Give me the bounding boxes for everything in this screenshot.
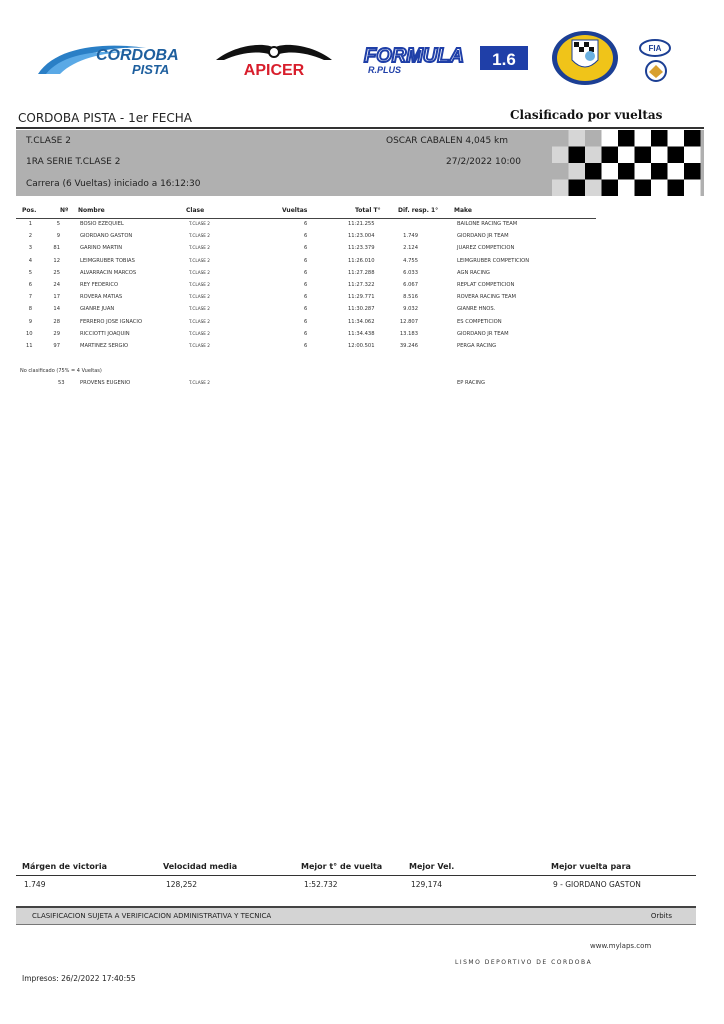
svg-text:FORMULA: FORMULA bbox=[364, 45, 464, 67]
col-total: Total T° bbox=[355, 207, 381, 214]
cell-num: 29 bbox=[53, 330, 60, 337]
event-title: CORDOBA PISTA - 1er FECHA bbox=[18, 111, 192, 125]
summary-speed-value: 128,252 bbox=[166, 880, 198, 889]
cell-total: 11:21.255 bbox=[348, 221, 375, 227]
cell-num: 9 bbox=[56, 233, 60, 240]
cell-total: 11:23.004 bbox=[348, 233, 375, 240]
summary-bestby-header: Mejor vuelta para bbox=[551, 862, 631, 871]
cell-name: REY FEDERICO bbox=[80, 282, 119, 288]
fia-logo bbox=[638, 38, 672, 58]
cell-make: LEIMGRUBER COMPETICION bbox=[457, 257, 530, 264]
cell-pos: 9 bbox=[28, 318, 32, 325]
cell-diff: 6.033 bbox=[403, 269, 418, 276]
class-label: T.CLASE 2 bbox=[26, 136, 71, 146]
cell-pos: 5 bbox=[28, 269, 32, 276]
notice-text: CLASIFICACION SUJETA A VERIFICACION ADMINISTRATIVA Y TECNICA bbox=[32, 912, 272, 920]
series-label: 1RA SERIE T.CLASE 2 bbox=[26, 157, 121, 167]
cell-pos: 8 bbox=[28, 306, 32, 313]
orbits-brand: Orbits bbox=[650, 912, 672, 920]
summary-bestby-value: 9 - GIORDANO GASTON bbox=[553, 880, 641, 889]
cell-diff: 13.183 bbox=[399, 330, 418, 337]
aca-logo bbox=[642, 60, 670, 82]
table-row bbox=[0, 380, 724, 392]
cell-diff: 1.749 bbox=[403, 233, 418, 240]
cell-name: MARTINEZ SERGIO bbox=[80, 343, 129, 349]
cell-laps: 6 bbox=[304, 233, 308, 240]
cell-laps: 6 bbox=[304, 330, 308, 337]
cell-num: 17 bbox=[53, 294, 60, 301]
cell-laps: 6 bbox=[304, 282, 308, 288]
cell-clase: T.CLASE 2 bbox=[189, 233, 210, 239]
cell-name: GIORDANO GASTON bbox=[80, 233, 133, 240]
cell-clase: T.CLASE 2 bbox=[189, 318, 210, 324]
cell-name: GARINO MARTIN bbox=[80, 245, 123, 252]
cell-total: 11:27.322 bbox=[348, 282, 375, 288]
cell-make: ROVERA RACING TEAM bbox=[457, 294, 517, 301]
cell-laps: 6 bbox=[304, 245, 308, 252]
cell-diff: 4.755 bbox=[403, 257, 418, 264]
cell-total: 11:34.062 bbox=[348, 318, 375, 325]
summary-bestvel-header: Mejor Vel. bbox=[409, 862, 455, 871]
cell-laps: 6 bbox=[304, 318, 308, 325]
cell-name: LEIMGRUBER TOBIAS bbox=[80, 257, 135, 264]
summary-bestvel-value: 129,174 bbox=[411, 880, 443, 889]
cell-make: EP RACING bbox=[457, 380, 485, 386]
cell-laps: 6 bbox=[304, 343, 308, 349]
cell-laps: 6 bbox=[304, 221, 308, 227]
notice-bar bbox=[16, 906, 696, 925]
cell-num: 81 bbox=[53, 245, 60, 252]
apicer-logo bbox=[206, 40, 342, 78]
cell-num: 97 bbox=[53, 343, 60, 349]
cell-pos: 7 bbox=[28, 294, 32, 301]
cell-clase: T.CLASE 2 bbox=[189, 306, 210, 312]
cell-total: 11:30.287 bbox=[348, 306, 375, 313]
cell-pos: 2 bbox=[28, 233, 32, 240]
summary-margin-value: 1.749 bbox=[24, 880, 46, 889]
table-row bbox=[0, 233, 724, 245]
cell-clase: T.CLASE 2 bbox=[189, 245, 210, 251]
table-row bbox=[0, 331, 724, 343]
checkered-flag-graphic bbox=[552, 130, 704, 196]
cell-total: 11:23.379 bbox=[348, 245, 375, 252]
cell-name: GIANRE JUAN bbox=[80, 306, 115, 313]
cell-num: 12 bbox=[53, 257, 60, 264]
cell-laps: 6 bbox=[304, 306, 308, 313]
cell-make: GIORDANO JR TEAM bbox=[457, 330, 509, 337]
printed-timestamp: Impresos: 26/2/2022 17:40:55 bbox=[22, 974, 136, 983]
table-row bbox=[0, 294, 724, 306]
table-row bbox=[0, 270, 724, 282]
cell-diff: 12.807 bbox=[399, 318, 418, 325]
website-link[interactable]: www.mylaps.com bbox=[590, 942, 652, 950]
circuit-label: OSCAR CABALEN 4,045 km bbox=[386, 136, 509, 146]
summary-margin-header: Márgen de victoria bbox=[22, 862, 107, 871]
cell-num: 5 bbox=[56, 221, 60, 227]
cell-num: 28 bbox=[53, 318, 60, 325]
cordoba-pista-logo bbox=[36, 40, 186, 80]
col-num: Nº bbox=[60, 207, 69, 214]
cell-pos: 3 bbox=[28, 245, 32, 252]
table-row bbox=[0, 306, 724, 318]
cell-clase: T.CLASE 2 bbox=[189, 380, 210, 385]
svg-text:1.6: 1.6 bbox=[492, 50, 516, 69]
formula-rplus-logo bbox=[362, 42, 530, 76]
svg-text:APICER: APICER bbox=[243, 62, 305, 78]
cell-make: AGN RACING bbox=[457, 269, 490, 276]
cell-total: 11:34.438 bbox=[348, 330, 375, 337]
col-laps: Vueltas bbox=[282, 207, 308, 214]
cell-total: 11:26.010 bbox=[348, 257, 375, 264]
table-row bbox=[0, 282, 724, 294]
cell-pos: 4 bbox=[28, 257, 32, 264]
cell-laps: 6 bbox=[304, 257, 308, 264]
session-datetime: 27/2/2022 10:00 bbox=[446, 157, 521, 167]
summary-bestlap-value: 1:52.732 bbox=[304, 880, 338, 889]
cell-name: ALVARRACIN MARCOS bbox=[80, 269, 137, 276]
cell-pos: 11 bbox=[26, 343, 33, 349]
cell-clase: T.CLASE 2 bbox=[189, 294, 210, 300]
svg-text:FIA: FIA bbox=[648, 44, 662, 53]
cell-pos: 10 bbox=[26, 330, 33, 337]
cell-clase: T.CLASE 2 bbox=[189, 257, 210, 263]
col-diff: Dif. resp. 1° bbox=[398, 207, 439, 214]
cell-clase: T.CLASE 2 bbox=[189, 330, 210, 336]
cell-make: GIORDANO JR TEAM bbox=[457, 233, 509, 240]
cell-name: BOSIO EZEQUIEL bbox=[80, 221, 124, 227]
cell-num: 14 bbox=[53, 306, 60, 313]
cell-diff: 2.124 bbox=[403, 245, 418, 252]
cell-name: RICCIOTTI JOAQUIN bbox=[80, 330, 130, 337]
cell-name: FERRERO JOSE IGNACIO bbox=[80, 318, 143, 325]
table-row bbox=[0, 221, 724, 233]
cell-total: 11:27.288 bbox=[348, 269, 375, 276]
cell-num: 53 bbox=[58, 380, 65, 386]
cell-laps: 6 bbox=[304, 269, 308, 276]
cell-make: GIANRE HNOS. bbox=[457, 306, 496, 313]
cell-make: JUAREZ COMPETICION bbox=[457, 245, 515, 252]
cell-pos: 6 bbox=[28, 282, 32, 288]
cell-pos: 1 bbox=[28, 221, 32, 227]
header-divider bbox=[16, 127, 704, 129]
table-row bbox=[0, 343, 724, 355]
report-title: Clasificado por vueltas bbox=[510, 108, 663, 122]
cell-clase: T.CLASE 2 bbox=[189, 282, 210, 287]
summary-divider bbox=[16, 875, 696, 876]
summary-bestlap-header: Mejor t° de vuelta bbox=[301, 862, 383, 871]
cell-name: PROVENS EUGENIO bbox=[80, 380, 131, 386]
cell-num: 25 bbox=[53, 269, 60, 276]
cell-diff: 39.246 bbox=[399, 343, 418, 349]
table-row bbox=[0, 245, 724, 257]
cell-make: ES COMPETICION bbox=[457, 318, 502, 325]
cell-clase: T.CLASE 2 bbox=[189, 221, 210, 226]
col-class: Clase bbox=[186, 207, 205, 214]
svg-text:CORDOBA: CORDOBA bbox=[96, 47, 179, 64]
cell-diff: 6.067 bbox=[403, 282, 418, 288]
session-banner bbox=[16, 130, 704, 196]
cell-make: BAILONE RACING TEAM bbox=[457, 221, 518, 227]
organizer-name: LISMO DEPORTIVO DE CORDOBA bbox=[455, 959, 593, 966]
svg-text:PISTA: PISTA bbox=[132, 62, 170, 77]
cell-make: PERGA RACING bbox=[457, 343, 497, 349]
cell-laps: 6 bbox=[304, 294, 308, 301]
not-classified-label: No clasificado (75% = 4 Vueltas) bbox=[20, 368, 102, 374]
col-pos: Pos. bbox=[22, 207, 37, 214]
col-name: Nombre bbox=[78, 207, 105, 214]
club-seal-logo bbox=[550, 30, 620, 86]
cell-num: 24 bbox=[53, 282, 60, 288]
race-info: Carrera (6 Vueltas) iniciado a 16:12:30 bbox=[26, 179, 201, 189]
svg-text:R.PLUS: R.PLUS bbox=[368, 65, 402, 75]
cell-diff: 8.516 bbox=[403, 294, 418, 301]
cell-total: 12:00.501 bbox=[348, 343, 375, 349]
table-header-divider bbox=[16, 218, 596, 219]
summary-speed-header: Velocidad media bbox=[163, 862, 238, 871]
cell-diff: 9.032 bbox=[403, 306, 418, 313]
cell-make: REPLAT COMPETICION bbox=[457, 282, 515, 288]
cell-total: 11:29.771 bbox=[348, 294, 375, 301]
table-row bbox=[0, 258, 724, 270]
cell-clase: T.CLASE 2 bbox=[189, 269, 210, 275]
cell-name: ROVERA MATIAS bbox=[80, 294, 123, 301]
table-row bbox=[0, 319, 724, 331]
col-make: Make bbox=[454, 207, 472, 214]
cell-clase: T.CLASE 2 bbox=[189, 343, 210, 348]
